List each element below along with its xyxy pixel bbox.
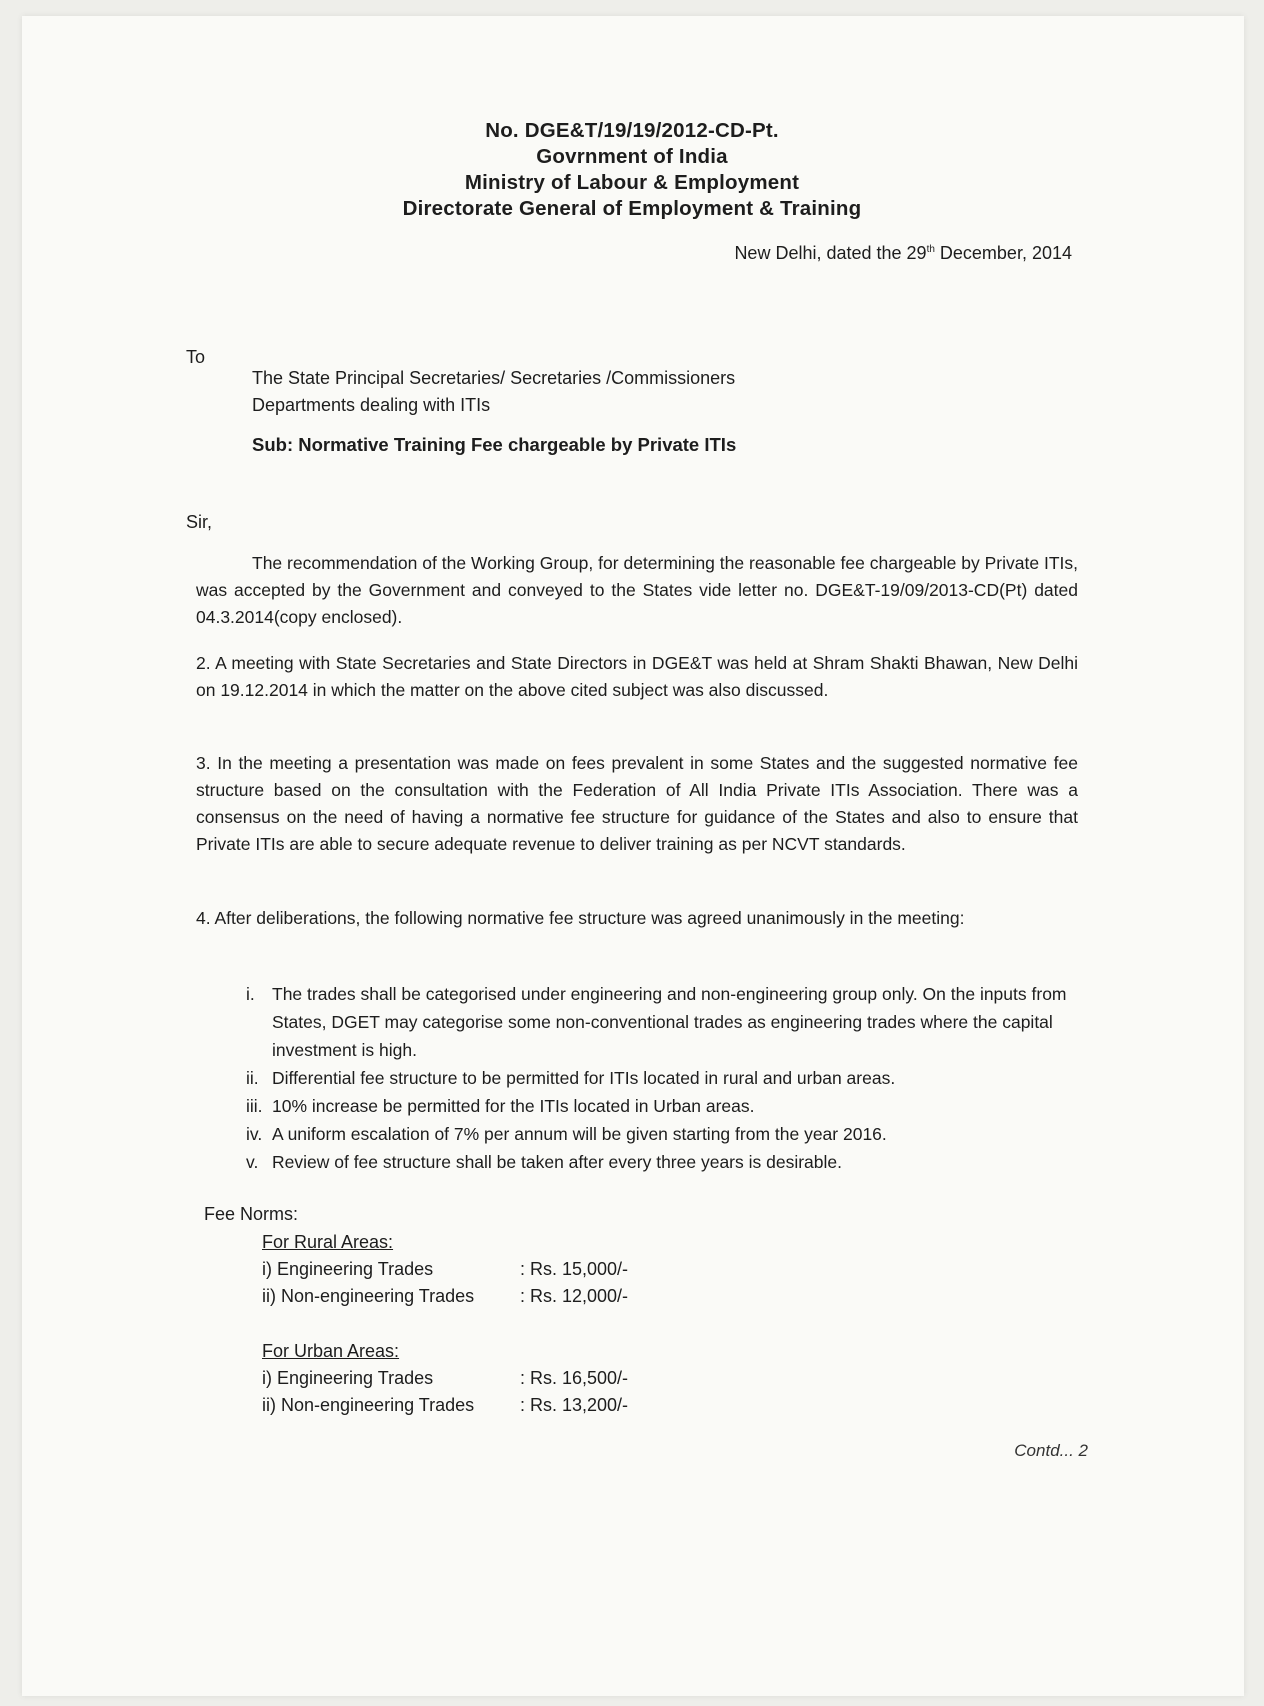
list-item — [246, 1092, 1078, 1120]
addressee-line: The State Principal Secretaries/ Secretaries /Commissioners — [252, 368, 736, 388]
list-item-number: iv. — [246, 1124, 263, 1144]
fee-row — [262, 1392, 628, 1419]
fee-row — [262, 1256, 628, 1283]
dateline-suffix: December, 2014 — [934, 243, 1072, 263]
list-item-number: iii. — [246, 1096, 263, 1116]
addressee-line: Departments dealing with ITIs — [252, 395, 491, 415]
directorate-name: Directorate General of Employment & Training — [402, 197, 862, 220]
fee-row-amount: : Rs. 13,200/- — [520, 1395, 629, 1415]
list-item — [246, 1148, 1078, 1176]
addressee — [252, 365, 735, 419]
fee-block-urban — [262, 1338, 628, 1419]
letter-header — [0, 118, 1264, 222]
list-item-text: Review of fee structure shall be taken after every three years is desirable. — [272, 1152, 842, 1172]
paragraph-3: 3. In the meeting a presentation was made on fees prevalent in some States and the suggested normative fee structure based on the consultation with the Federation of All India Private ITIs Association. There was a consensus on the need of having a normative fee structure for guidance of the States and also to ensure that Private ITIs are able to secure adequate revenue to deliver training as per NCVT standards. — [196, 753, 1078, 854]
ministry-name: Ministry of Labour & Employment — [464, 171, 800, 194]
list-item-text: 10% increase be permitted for the ITIs located in Urban areas. — [272, 1096, 755, 1116]
list-item-number: ii. — [246, 1068, 259, 1088]
paragraph-4: 4. After deliberations, the following normative fee structure was agreed unanimously in the meeting: — [196, 908, 965, 928]
fee-row — [262, 1365, 628, 1392]
list-item — [246, 1120, 1078, 1148]
fee-row — [262, 1283, 628, 1310]
dateline — [734, 243, 1072, 264]
list-item-text: A uniform escalation of 7% per annum will be given starting from the year 2016. — [272, 1124, 887, 1144]
salutation: Sir, — [186, 512, 213, 532]
reference-number: No. DGE&T/19/19/2012-CD-Pt. — [485, 119, 779, 142]
fee-row-label: i) Engineering Trades — [262, 1259, 434, 1279]
to-label: To — [186, 347, 206, 367]
fee-block-heading: For Rural Areas: — [262, 1232, 394, 1252]
subject-line: Sub: Normative Training Fee chargeable by Private ITIs — [252, 434, 737, 455]
dateline-ordinal: th — [926, 244, 935, 255]
fee-row-label: ii) Non-engineering Trades — [262, 1395, 475, 1415]
fee-row-amount: : Rs. 16,500/- — [520, 1368, 629, 1388]
fee-row-label: ii) Non-engineering Trades — [262, 1286, 475, 1306]
government-name: Govrnment of India — [536, 145, 728, 168]
paragraph-2: 2. A meeting with State Secretaries and State Directors in DGE&T was held at Shram Shakti Bhawan, New Delhi on 19.12.2014 in which the matter on the above cited subject was also discussed. — [196, 653, 1078, 700]
fee-row-label: i) Engineering Trades — [262, 1368, 434, 1388]
list-item — [246, 980, 1078, 1064]
list-item-text: The trades shall be categorised under engineering and non-engineering group only. On the inputs from States, DGET may categorise some non-conventional trades as engineering trades where the capital investment is high. — [272, 984, 1067, 1060]
paragraph-intro: The recommendation of the Working Group, for determining the reasonable fee chargeable by Private ITIs, was accepted by the Government and conveyed to the States vide letter no. DGE&T-19/09/2013-CD(Pt) dated 04.3.2014(copy enclosed). — [196, 553, 1078, 627]
fee-row-amount: : Rs. 15,000/- — [520, 1259, 629, 1279]
list-item — [246, 1064, 1078, 1092]
fee-norms-title: Fee Norms: — [204, 1204, 299, 1224]
list-item-number: v. — [246, 1152, 259, 1172]
fee-block-heading: For Urban Areas: — [262, 1341, 400, 1361]
fee-block-rural — [262, 1229, 628, 1310]
list-item-text: Differential fee structure to be permitted for ITIs located in rural and urban areas. — [272, 1068, 896, 1088]
dateline-prefix: New Delhi, dated the 29 — [734, 243, 927, 263]
fee-row-amount: : Rs. 12,000/- — [520, 1286, 629, 1306]
list-item-number: i. — [246, 984, 255, 1004]
continued-marker: Contd... 2 — [1014, 1441, 1088, 1460]
decision-points-list — [246, 980, 1078, 1176]
